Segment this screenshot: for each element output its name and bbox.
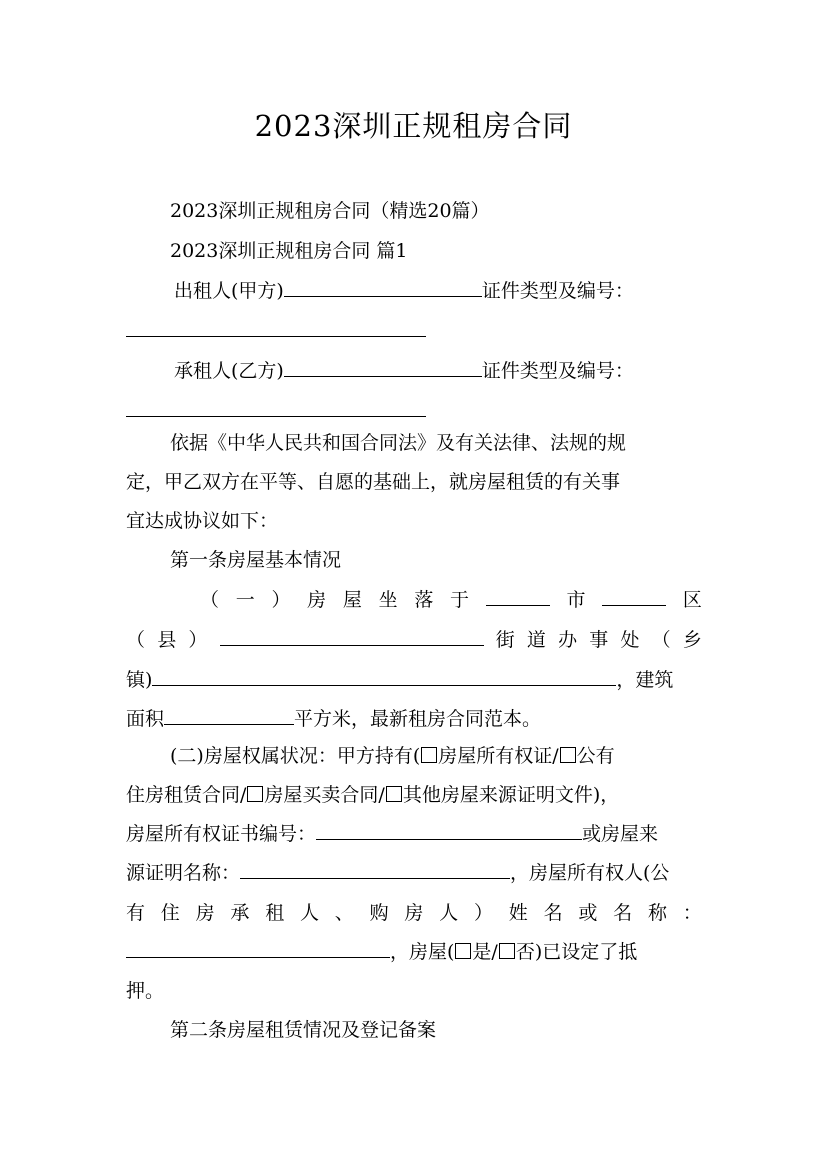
ownership-line-6 (126, 939, 702, 965)
text-char: 乡 (682, 629, 702, 651)
county-label: 县 (157, 629, 177, 651)
checkbox-mortgage-yes[interactable] (455, 943, 471, 959)
text-char: 名 (543, 902, 563, 924)
proof-name-blank (240, 860, 510, 879)
text-char: 、 (334, 902, 354, 924)
text-char: ） (271, 589, 291, 611)
text-run: 公有 (576, 745, 615, 767)
area-blank (164, 706, 294, 725)
text-char: 房 (195, 902, 215, 924)
lessor-label: 出租人(甲方) (174, 280, 284, 302)
text-char: 道 (526, 629, 546, 651)
intro-line-2: 定，甲乙双方在平等、自愿的基础上，就房屋租赁的有关事 (126, 471, 621, 493)
intro-line-3: 宜达成协议如下： (126, 510, 279, 532)
district-blank (602, 587, 666, 606)
ownership-line-7: 押。 (126, 980, 165, 1002)
part-heading: 2023深圳正规租房合同 篇1 (170, 240, 408, 262)
lessee-label: 承租人(乙方) (174, 360, 284, 382)
text-char: 处 (620, 629, 640, 651)
text-char: 购 (369, 902, 389, 924)
text-char: 有 (126, 902, 146, 924)
text-char: 事 (589, 629, 609, 651)
text-run: 其他房屋来源证明文件)， (402, 784, 620, 806)
lessee-id-blank (126, 398, 426, 417)
text-char: ： (682, 902, 702, 924)
ownership-line-5 (126, 900, 702, 926)
text-char: 房 (404, 902, 424, 924)
subtitle: 2023深圳正规租房合同（精选20篇） (170, 200, 490, 222)
text-char: 屋 (342, 589, 362, 611)
ownership-line-1 (170, 743, 746, 769)
text-char: 落 (414, 589, 434, 611)
checkbox-mortgage-no[interactable] (499, 943, 515, 959)
text-char: 房 (307, 589, 327, 611)
text-char: 办 (558, 629, 578, 651)
text-char: 称 (647, 902, 667, 924)
certificate-number-label: 房屋所有权证书编号： (126, 823, 317, 845)
text-char: 人 (439, 902, 459, 924)
text-char: 名 (613, 902, 633, 924)
lessee-id-label: 证件类型及编号： (481, 360, 634, 382)
text-char: 住 (160, 902, 180, 924)
city-label: 市 (566, 589, 586, 611)
checkbox-property-certificate[interactable] (421, 747, 437, 763)
text-char: 人 (299, 902, 319, 924)
lessor-line (174, 278, 750, 304)
text-run: 或房屋来 (582, 823, 659, 845)
text-char: （ (651, 629, 671, 651)
article-2-heading: 第二条房屋租赁情况及登记备案 (170, 1019, 437, 1041)
certificate-number-blank (316, 821, 582, 840)
text-char: ） (188, 629, 208, 651)
text-run: 房屋买卖合同/ (264, 784, 385, 806)
checkbox-public-housing-lease[interactable] (560, 747, 576, 763)
text-char: 租 (265, 902, 285, 924)
owner-name-blank (126, 939, 390, 958)
proof-name-label: 源证明名称： (126, 862, 241, 884)
county-blank (220, 627, 484, 646)
lessor-id-line (126, 318, 702, 344)
town-line (126, 667, 702, 693)
text-char: 于 (450, 589, 470, 611)
checkbox-purchase-contract[interactable] (247, 786, 263, 802)
city-blank (486, 587, 550, 606)
text-run: 房屋所有权证/ (438, 745, 559, 767)
text-char: （ (126, 629, 146, 651)
town-label: 镇) (126, 669, 153, 691)
checkbox-other-proof[interactable] (386, 786, 402, 802)
text-char: 姓 (508, 902, 528, 924)
text-char: 坐 (378, 589, 398, 611)
lessor-blank (284, 278, 482, 297)
lessor-id-label: 证件类型及编号： (481, 280, 634, 302)
document-title: 2023深圳正规租房合同 (254, 109, 573, 143)
text-run: 住房租赁合同/ (126, 784, 247, 806)
district-label: 区 (682, 589, 702, 611)
town-blank (152, 667, 616, 686)
text-char: 一 (235, 589, 255, 611)
area-line (126, 706, 702, 732)
text-char: （ (200, 589, 220, 611)
area-label: 面积 (126, 708, 165, 730)
ownership-line-4 (126, 860, 702, 886)
text-char: ） (473, 902, 493, 924)
ownership-line-3 (126, 821, 702, 847)
text-char: 承 (230, 902, 250, 924)
text-run: ，房屋( (390, 941, 455, 963)
text-char: 或 (578, 902, 598, 924)
lessee-id-line (126, 398, 702, 424)
text-run: ，房屋所有权人(公 (510, 862, 670, 884)
ownership-line-2 (126, 782, 702, 808)
location-line (200, 587, 702, 613)
lessee-blank (284, 358, 482, 377)
intro-line-1: 依据《中华人民共和国合同法》及有关法律、法规的规 (170, 432, 627, 454)
article-1-heading: 第一条房屋基本情况 (170, 549, 342, 571)
lessor-id-blank (126, 318, 426, 337)
street-line (126, 627, 702, 653)
lessee-line (174, 358, 750, 384)
text-run: (二)房屋权属状况：甲方持有( (170, 745, 421, 767)
text-run: 否)已设定了抵 (515, 941, 638, 963)
text-char: 街 (495, 629, 515, 651)
text-run: 是/ (472, 941, 498, 963)
building-label: ，建筑 (616, 669, 674, 691)
area-tail: 平方米，最新租房合同范本。 (294, 708, 542, 730)
